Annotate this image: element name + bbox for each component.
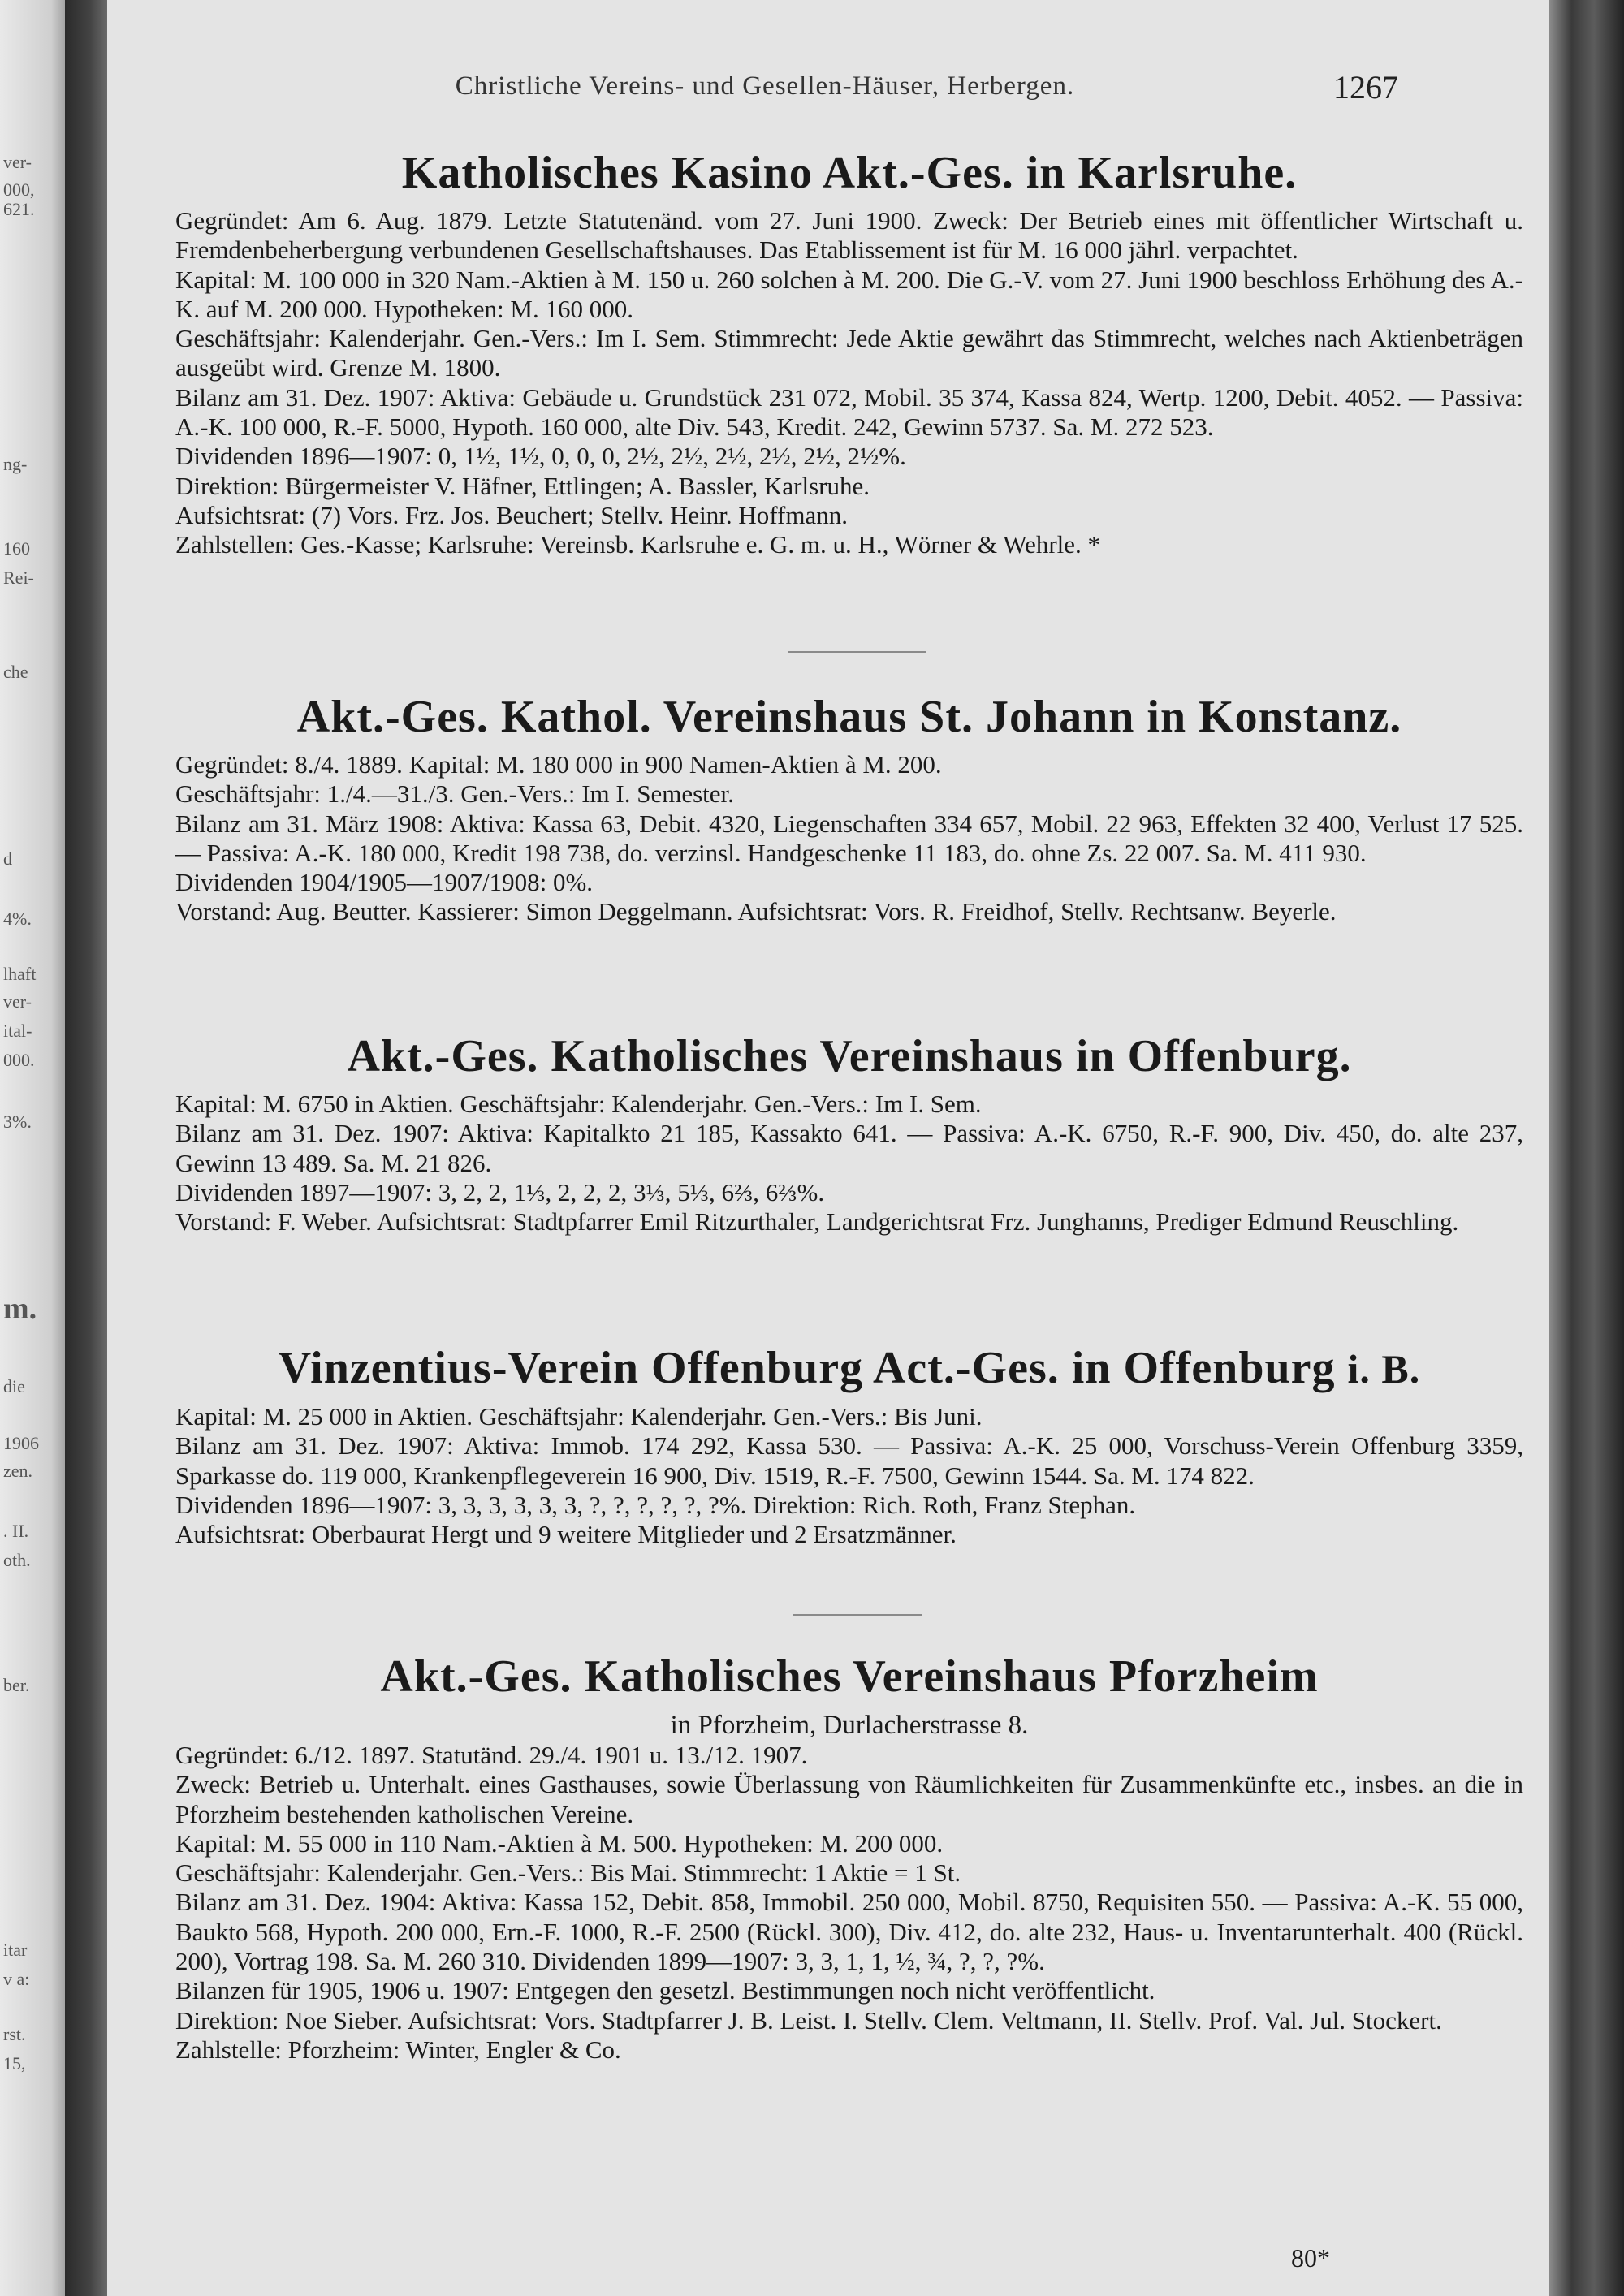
- page-edge-shadow: [1549, 0, 1624, 2296]
- entry-paragraph: Gegründet: 8./4. 1889. Kapital: M. 180 000 in 900 Namen-Aktien à M. 200.: [175, 750, 942, 779]
- margin-fragment: 000.: [3, 1050, 35, 1070]
- margin-fragment: ng-: [3, 454, 28, 474]
- margin-fragment: v a:: [3, 1969, 30, 1989]
- margin-fragment: 15,: [3, 2053, 26, 2074]
- entry-paragraph: Bilanz am 31. Dez. 1907: Aktiva: Gebäude u. Grundstück 231 072, Mobil. 35 374, Kassa 824, Wertp. 1200, Debit. 4052. — Passiva: A.-K. 100 000, R.-F. 5000, Hypoth. 160 000, alte Div. 543, Kredit. 242, Gewinn 5737. Sa. M. 272 523.: [175, 382, 1523, 442]
- company-title-suffix: i. B.: [1347, 1346, 1421, 1392]
- entry-paragraph: Direktion: Noe Sieber. Aufsichtsrat: Vors. Stadtpfarrer J. B. Leist. I. Stellv. Clem. Veltmann, II. Stellv. Prof. Val. Jul. Stockert.: [175, 2005, 1442, 2035]
- margin-fragment: 621.: [3, 199, 35, 219]
- margin-fragment: oth.: [3, 1550, 31, 1570]
- section-divider: [793, 1614, 922, 1616]
- entry-paragraph: Gegründet: 6./12. 1897. Statutänd. 29./4. 1901 u. 13./12. 1907.: [175, 1741, 808, 1769]
- margin-fragment: Rei-: [3, 568, 34, 588]
- entry-paragraph: Aufsichtsrat: Oberbaurat Hergt und 9 weitere Mitglieder und 2 Ersatzmänner.: [175, 1520, 957, 1549]
- entry-paragraph: Bilanz am 31. Dez. 1904: Aktiva: Kassa 152, Debit. 858, Immobil. 250 000, Mobil. 8750, Requisiten 550. — Passiva: A.-K. 55 000, Baukto 568, Hypoth. 200 000, Ern.-F. 1000, R.-F. 2500 (Rückl. 300), Div. 412, do. alte 232, Haus- u. Inventarunterhalt. 400 (Rückl. 200), Vortrag 198. Sa. M. 260 310. Dividenden 1899—1907: 3, 3, 1, 1, ½, ¾, ?, ?, ?%.: [175, 1888, 1523, 1976]
- entry-paragraph: Vorstand: F. Weber. Aufsichtsrat: Stadtpfarrer Emil Ritzurthaler, Landgerichtsrat Frz. Junghanns, Prediger Edmund Reuschling.: [175, 1207, 1459, 1236]
- running-header: Christliche Vereins- und Gesellen-Häuser, Herbergen.: [455, 71, 1075, 101]
- entry-paragraph: Kapital: M. 100 000 in 320 Nam.-Aktien à M. 150 u. 260 solchen à M. 200. Die G.-V. vom 27. Juni 1900 beschloss Erhöhung des A.-K. auf M. 200 000. Hypotheken: M. 160 000.: [175, 265, 1523, 323]
- margin-fragment: che: [3, 662, 28, 682]
- margin-fragment: 000,: [3, 179, 35, 200]
- printer-signature: 80*: [1291, 2243, 1330, 2272]
- company-title: Katholisches Kasino Akt.-Ges. in Karlsruhe.: [401, 148, 1298, 198]
- company-title: Akt.-Ges. Kathol. Vereinshaus St. Johann in Konstanz.: [296, 692, 1402, 742]
- entry-paragraph: Dividenden 1896—1907: 0, 1½, 1½, 0, 0, 0, 2½, 2½, 2½, 2½, 2½, 2½%.: [175, 442, 906, 471]
- company-title: Vinzentius-Verein Offenburg Act.-Ges. in Offenburg: [278, 1343, 1336, 1393]
- entry-paragraph: Zweck: Betrieb u. Unterhalt. eines Gasthauses, sowie Überlassung von Räumlichkeiten für Zusammenkünfte etc., insbes. an die in Pforzheim bestehenden katholischen Vereine.: [175, 1770, 1523, 1828]
- company-entry: [175, 145, 1523, 560]
- margin-fragment: . II.: [3, 1521, 29, 1541]
- margin-fragment: ital-: [3, 1021, 32, 1041]
- margin-fragment: lhaft: [3, 964, 37, 984]
- entry-paragraph: Bilanz am 31. Dez. 1907: Aktiva: Immob. 174 292, Kassa 530. — Passiva: A.-K. 25 000, Vorschuss-Verein Offenburg 3359, Sparkasse do. 119 000, Krankenpflegeverein 16 900, Div. 1519, R.-F. 7500, Gewinn 1544. Sa. M. 174 822.: [175, 1431, 1523, 1490]
- margin-fragment: rst.: [3, 2024, 26, 2044]
- company-title: Akt.-Ges. Katholisches Vereinshaus in Offenburg.: [347, 1031, 1352, 1081]
- company-entry: [175, 1648, 1523, 2065]
- entry-paragraph: Dividenden 1896—1907: 3, 3, 3, 3, 3, 3, ?, ?, ?, ?, ?, ?%. Direktion: Rich. Roth, Franz Stephan.: [175, 1490, 1136, 1519]
- entry-paragraph: Kapital: M. 25 000 in Aktien. Geschäftsjahr: Kalenderjahr. Gen.-Vers.: Bis Juni.: [175, 1402, 983, 1431]
- entry-paragraph: Zahlstelle: Pforzheim: Winter, Engler & Co.: [175, 2035, 621, 2064]
- entry-paragraph: Aufsichtsrat: (7) Vors. Frz. Jos. Beuchert; Stellv. Heinr. Hoffmann.: [175, 500, 848, 529]
- margin-fragment: m.: [3, 1292, 37, 1326]
- company-entry: [175, 1340, 1523, 1549]
- entry-paragraph: Geschäftsjahr: Kalenderjahr. Gen.-Vers.: Bis Mai. Stimmrecht: 1 Aktie = 1 St.: [175, 1858, 961, 1888]
- company-address: in Pforzheim, Durlacherstrasse 8.: [670, 1711, 1029, 1740]
- section-divider: [788, 651, 926, 653]
- entry-paragraph: Bilanz am 31. März 1908: Aktiva: Kassa 63, Debit. 4320, Liegenschaften 334 657, Mobil. 22 963, Effekten 32 400, Verlust 17 525. — Passiva: A.-K. 180 000, Kredit 198 738, do. verzinsl. Handgeschenke 11 183, do. ohne Zs. 22 007. Sa. M. 411 930.: [175, 809, 1523, 867]
- entry-paragraph: Kapital: M. 6750 in Aktien. Geschäftsjahr: Kalenderjahr. Gen.-Vers.: Im I. Sem.: [175, 1090, 982, 1118]
- margin-fragment: ver-: [3, 152, 32, 172]
- margin-fragment: d: [3, 848, 12, 869]
- entry-paragraph: Kapital: M. 55 000 in 110 Nam.-Aktien à M. 500. Hypotheken: M. 200 000.: [175, 1828, 944, 1858]
- entry-paragraph: Bilanz am 31. Dez. 1907: Aktiva: Kapitalkto 21 185, Kassakto 641. — Passiva: A.-K. 6750, R.-F. 900, Div. 450, do. alte 237, Gewinn 13 489. Sa. M. 21 826.: [175, 1119, 1523, 1177]
- entry-paragraph: Geschäftsjahr: Kalenderjahr. Gen.-Vers.: Im I. Sem. Stimmrecht: Jede Aktie gewährt das Stimmrecht, welches nach Aktienbeträgen ausgeübt wird. Grenze M. 1800.: [175, 324, 1523, 382]
- margin-fragment: ver-: [3, 991, 32, 1012]
- entry-paragraph: Vorstand: Aug. Beutter. Kassierer: Simon Deggelmann. Aufsichtsrat: Vors. R. Freidhof, Stellv. Rechtsanw. Beyerle.: [175, 897, 1337, 926]
- margin-fragment: 1906: [3, 1433, 39, 1453]
- company-entry: [175, 1028, 1523, 1236]
- book-gutter: [65, 0, 107, 2296]
- margin-fragment: ber.: [3, 1675, 30, 1695]
- margin-fragment: 4%.: [3, 908, 32, 929]
- margin-fragment: itar: [3, 1940, 28, 1960]
- entry-paragraph: Zahlstellen: Ges.-Kasse; Karlsruhe: Vereinsb. Karlsruhe e. G. m. u. H., Wörner & Wehrle. *: [175, 530, 1101, 559]
- entry-paragraph: Dividenden 1904/1905—1907/1908: 0%.: [175, 868, 594, 897]
- entry-paragraph: Gegründet: Am 6. Aug. 1879. Letzte Statutenänd. vom 27. Juni 1900. Zweck: Der Betrieb eines mit öffentlicher Wirtschaft u. Fremdenbeherbergung verbundenen Gesellschaftshauses. Das Etablissement ist für M. 16 000 jährl. verpachtet.: [175, 206, 1523, 265]
- margin-fragment: zen.: [3, 1461, 33, 1481]
- margin-fragment: 3%.: [3, 1111, 32, 1132]
- margin-fragment: 160: [3, 538, 30, 559]
- margin-fragment: die: [3, 1376, 25, 1396]
- company-entry: [175, 688, 1523, 927]
- page-number: 1267: [1333, 69, 1398, 106]
- entry-paragraph: Direktion: Bürgermeister V. Häfner, Ettlingen; A. Bassler, Karlsruhe.: [175, 471, 870, 500]
- adjacent-page-strip: [0, 0, 73, 2296]
- company-title: Akt.-Ges. Katholisches Vereinshaus Pforzheim: [380, 1651, 1319, 1702]
- entry-paragraph: Geschäftsjahr: 1./4.—31./3. Gen.-Vers.: Im I. Semester.: [175, 779, 734, 809]
- company-title-row: [175, 1340, 1523, 1397]
- entry-paragraph: Bilanzen für 1905, 1906 u. 1907: Entgegen den gesetzl. Bestimmungen noch nicht veröffentlicht.: [175, 1976, 1155, 2005]
- entry-paragraph: Dividenden 1897—1907: 3, 2, 2, 1⅓, 2, 2, 2, 3⅓, 5⅓, 6⅔, 6⅔%.: [175, 1177, 825, 1206]
- page: [107, 0, 1549, 2296]
